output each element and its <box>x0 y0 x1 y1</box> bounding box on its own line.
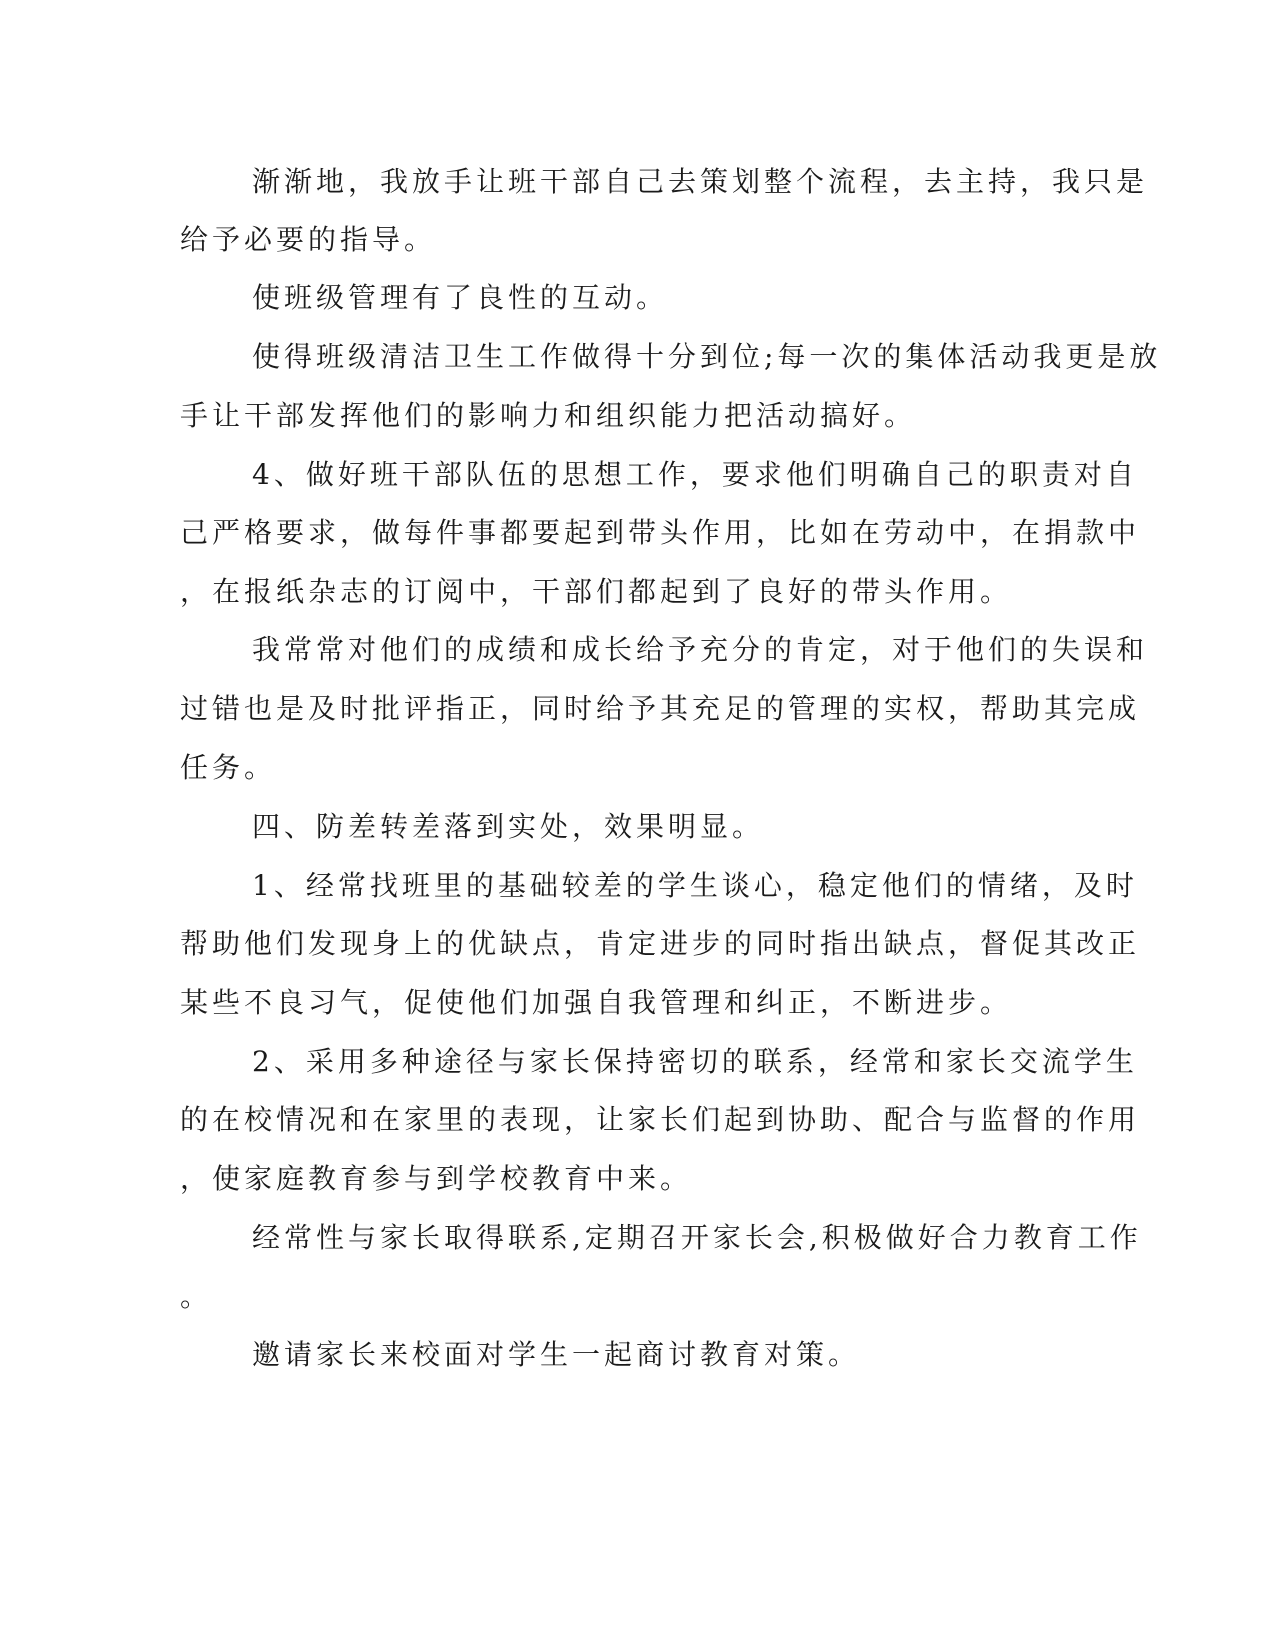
text-line: 使班级管理有了良性的互动。 <box>252 281 669 314</box>
text-line: 过错也是及时批评指正，同时给予其充足的管理的实权，帮助其完成 <box>180 692 1141 725</box>
text-line: 任务。 <box>180 751 277 784</box>
text-line: 。 <box>180 1280 213 1313</box>
text-line: 经常性与家长取得联系,定期召开家长会,积极做好合力教育工作 <box>252 1221 1142 1254</box>
text-line: 邀请家长来校面对学生一起商讨教育对策。 <box>252 1338 861 1371</box>
text-line: 帮助他们发现身上的优缺点，肯定进步的同时指出缺点，督促其改正 <box>180 927 1141 960</box>
text-line: 某些不良习气，促使他们加强自我管理和纠正，不断进步。 <box>180 986 1013 1019</box>
text-line: 1、经常找班里的基础较差的学生谈心，稳定他们的情绪，及时 <box>252 869 1138 902</box>
text-line: 渐渐地，我放手让班干部自己去策划整个流程，去主持，我只是 <box>252 165 1149 198</box>
text-line: 我常常对他们的成绩和成长给予充分的肯定，对于他们的失误和 <box>252 633 1149 666</box>
text-line: ，在报纸杂志的订阅中，干部们都起到了良好的带头作用。 <box>180 575 1013 608</box>
text-line: 的在校情况和在家里的表现，让家长们起到协助、配合与监督的作用 <box>180 1103 1141 1136</box>
text-line: 己严格要求，做每件事都要起到带头作用，比如在劳动中，在捐款中 <box>180 516 1141 549</box>
section-heading: 四、防差转差落到实处，效果明显。 <box>252 810 765 843</box>
text-line: 给予必要的指导。 <box>180 223 437 256</box>
text-line: 2、采用多种途径与家长保持密切的联系，经常和家长交流学生 <box>252 1045 1138 1078</box>
text-line: 手让干部发挥他们的影响力和组织能力把活动搞好。 <box>180 399 917 432</box>
text-line: 使得班级清洁卫生工作做得十分到位;每一次的集体活动我更是放 <box>252 340 1162 373</box>
text-line: ，使家庭教育参与到学校教育中来。 <box>180 1162 693 1195</box>
text-line: 4、做好班干部队伍的思想工作，要求他们明确自己的职责对自 <box>252 458 1138 491</box>
